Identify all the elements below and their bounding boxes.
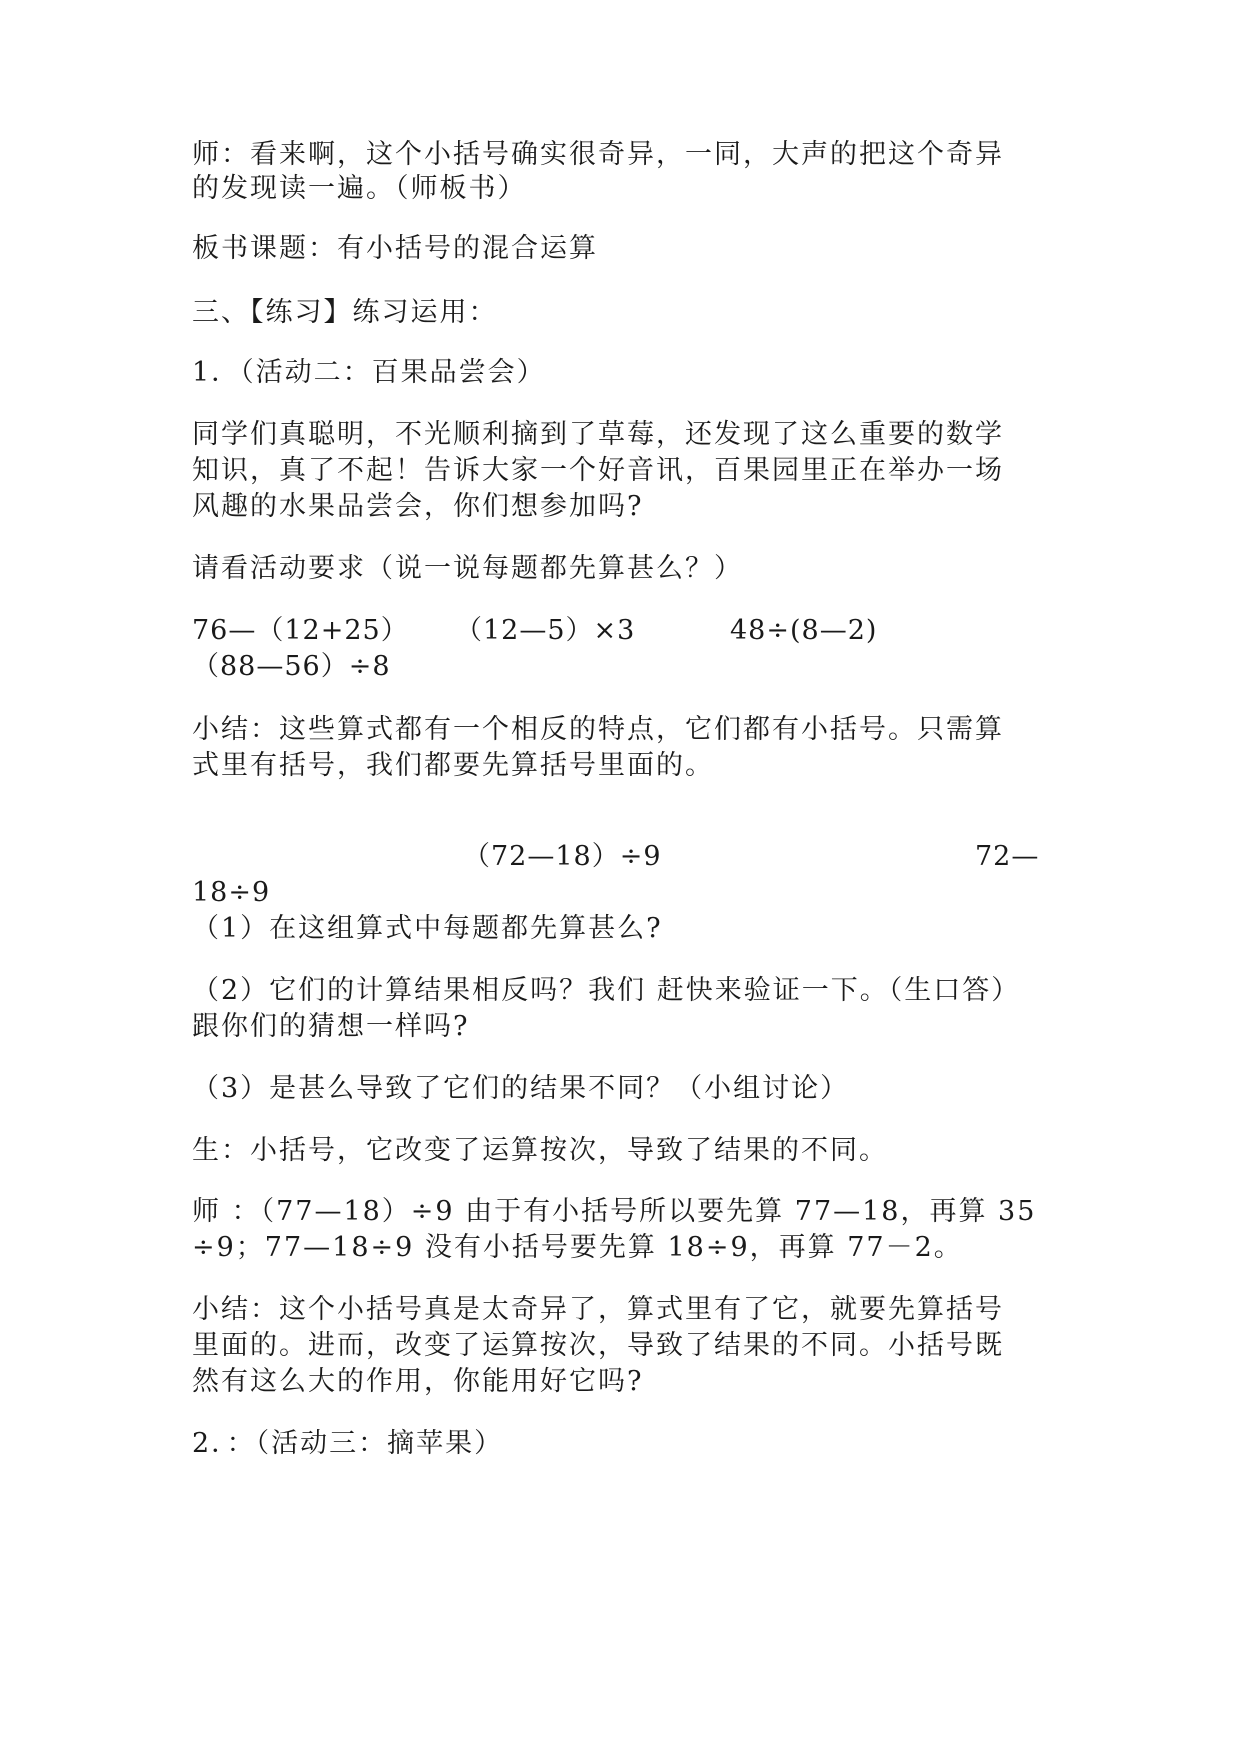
- expression-3: 48÷(8—2): [730, 615, 878, 646]
- question-1: （1）在这组算式中每题都先算甚么?: [192, 913, 663, 944]
- question-2-line-1: （2）它们的计算结果相反吗？我们 赶快来验证一下。（生口答）: [192, 975, 1021, 1006]
- expression-4: （88—56）÷8: [192, 651, 391, 682]
- question-3: （3）是甚么导致了它们的结果不同？（小组讨论）: [192, 1073, 850, 1104]
- activity-two-heading: 1．（活动二：百果品尝会）: [192, 357, 546, 388]
- summary-one-line-2: 式里有括号，我们都要先算括号里面的。: [192, 750, 714, 781]
- summary-one-line-1: 小结：这些算式都有一个相反的特点，它们都有小括号。只需算: [192, 714, 1004, 745]
- question-2-line-2: 跟你们的猜想一样吗?: [192, 1011, 470, 1042]
- teacher-explanation-line-1: 师 ：（77—18）÷9 由于有小括号所以要先算 77—18，再算 35: [192, 1196, 1037, 1227]
- section-heading-practice: 三、【练习】练习运用：: [192, 297, 498, 328]
- expression-6-part-2: 18÷9: [192, 877, 271, 908]
- intro-paragraph-line-3: 风趣的水果品尝会，你们想参加吗?: [192, 491, 644, 522]
- teacher-remark-line-2: 的发现读一遍。（师板书）: [192, 173, 527, 204]
- expression-2: （12—5）×3: [455, 615, 636, 646]
- summary-two-line-2: 里面的。进而，改变了运算按次，导致了结果的不同。小括号既: [192, 1330, 1004, 1361]
- activity-three-heading: 2．：（活动三：摘苹果）: [192, 1428, 504, 1459]
- expression-5: （72—18）÷9: [463, 841, 662, 872]
- summary-two-line-1: 小结：这个小括号真是太奇异了，算式里有了它，就要先算括号: [192, 1294, 1004, 1325]
- activity-requirement-line: 请看活动要求（说一说每题都先算甚么？）: [192, 553, 743, 584]
- intro-paragraph-line-1: 同学们真聪明，不光顺利摘到了草莓，还发现了这么重要的数学: [192, 419, 1004, 450]
- intro-paragraph-line-2: 知识，真了不起！告诉大家一个好音讯，百果园里正在举办一场: [192, 455, 1004, 486]
- expression-1: 76—（12+25）: [192, 615, 409, 646]
- teacher-explanation-line-2: ÷9；77—18÷9 没有小括号要先算 18÷9，再算 77－2。: [192, 1232, 963, 1263]
- expression-6-part-1: 72—: [975, 841, 1040, 872]
- student-answer: 生：小括号，它改变了运算按次，导致了结果的不同。: [192, 1135, 888, 1166]
- lesson-title-line: 板书课题：有小括号的混合运算: [192, 233, 598, 264]
- summary-two-line-3: 然有这么大的作用，你能用好它吗?: [192, 1366, 644, 1397]
- teacher-remark-line-1: 师：看来啊，这个小括号确实很奇异，一同，大声的把这个奇异: [192, 139, 1004, 170]
